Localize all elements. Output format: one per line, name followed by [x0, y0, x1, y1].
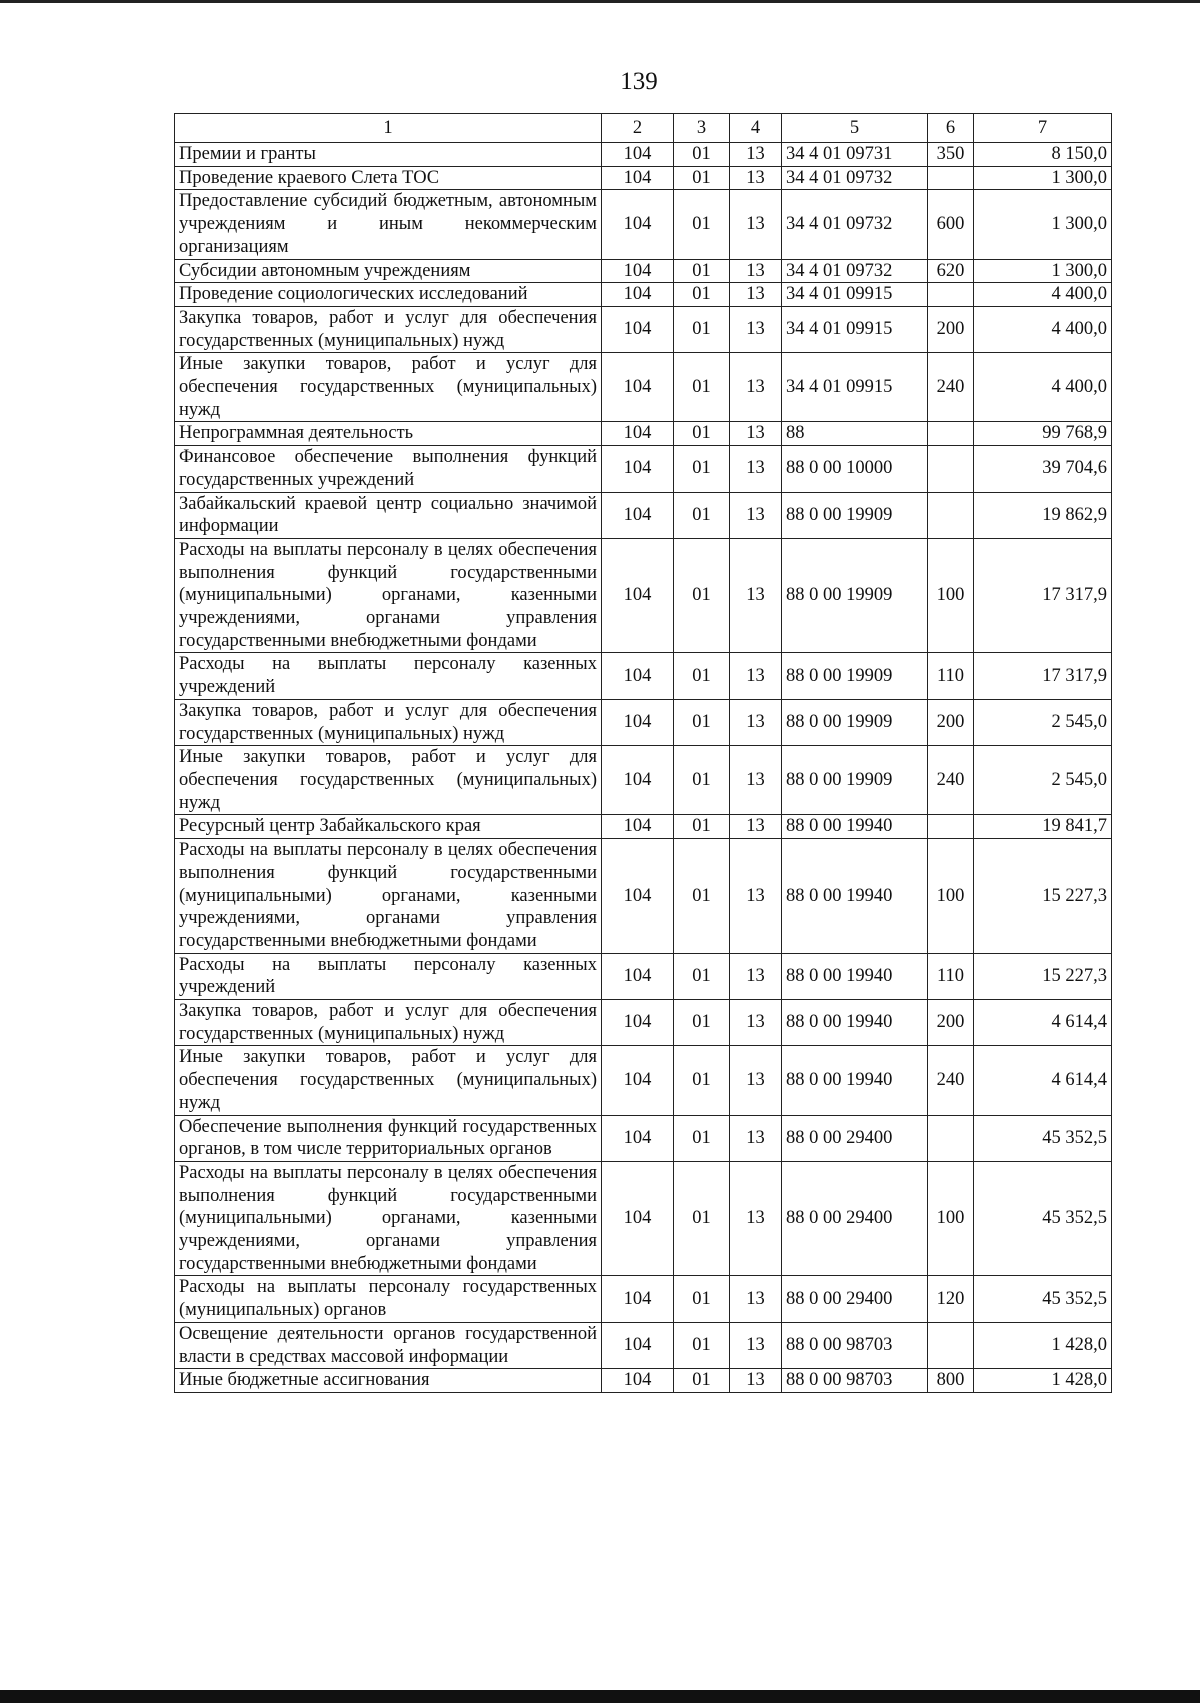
cell-target-article: 34 4 01 09732	[782, 166, 928, 190]
cell-expense-type	[928, 815, 974, 839]
cell-subsection: 13	[730, 953, 782, 999]
cell-section: 01	[674, 306, 730, 352]
table-row	[175, 283, 1112, 307]
cell-amount: 15 227,3	[974, 953, 1112, 999]
cell-amount: 4 400,0	[974, 283, 1112, 307]
cell-section: 01	[674, 1276, 730, 1322]
page-number: 139	[620, 68, 658, 95]
cell-subsection: 13	[730, 538, 782, 653]
column-header: 6	[928, 114, 974, 143]
cell-section: 01	[674, 422, 730, 446]
cell-amount: 1 300,0	[974, 190, 1112, 259]
cell-name: Иные бюджетные ассигнования	[175, 1369, 602, 1393]
cell-target-article: 88 0 00 19940	[782, 815, 928, 839]
cell-ministry-code: 104	[602, 1276, 674, 1322]
cell-amount: 45 352,5	[974, 1115, 1112, 1161]
cell-target-article: 88 0 00 19940	[782, 1000, 928, 1046]
table-row	[175, 422, 1112, 446]
cell-expense-type: 200	[928, 306, 974, 352]
cell-ministry-code: 104	[602, 653, 674, 699]
cell-expense-type: 120	[928, 1276, 974, 1322]
cell-name: Проведение краевого Слета ТОС	[175, 166, 602, 190]
cell-ministry-code: 104	[602, 190, 674, 259]
cell-target-article: 88 0 00 19940	[782, 953, 928, 999]
cell-section: 01	[674, 699, 730, 745]
cell-name: Иные закупки товаров, работ и услуг для обеспечения государственных (муниципальных) нужд	[175, 353, 602, 422]
cell-amount: 1 300,0	[974, 166, 1112, 190]
cell-name: Обеспечение выполнения функций государственных органов, в том числе территориальных органов	[175, 1115, 602, 1161]
cell-amount: 99 768,9	[974, 422, 1112, 446]
cell-ministry-code: 104	[602, 1046, 674, 1115]
table-row	[175, 1161, 1112, 1276]
cell-expense-type: 800	[928, 1369, 974, 1393]
table-row	[175, 166, 1112, 190]
cell-name: Проведение социологических исследований	[175, 283, 602, 307]
cell-subsection: 13	[730, 653, 782, 699]
cell-ministry-code: 104	[602, 839, 674, 954]
cell-name: Расходы на выплаты персоналу казенных учреждений	[175, 953, 602, 999]
cell-ministry-code: 104	[602, 1161, 674, 1276]
cell-target-article: 34 4 01 09732	[782, 190, 928, 259]
cell-amount: 15 227,3	[974, 839, 1112, 954]
cell-amount: 8 150,0	[974, 143, 1112, 167]
cell-expense-type: 110	[928, 653, 974, 699]
table-row	[175, 699, 1112, 745]
cell-target-article: 88 0 00 98703	[782, 1369, 928, 1393]
cell-subsection: 13	[730, 1276, 782, 1322]
cell-expense-type	[928, 446, 974, 492]
cell-ministry-code: 104	[602, 1000, 674, 1046]
cell-target-article: 88	[782, 422, 928, 446]
cell-subsection: 13	[730, 1322, 782, 1368]
cell-subsection: 13	[730, 446, 782, 492]
cell-subsection: 13	[730, 422, 782, 446]
cell-ministry-code: 104	[602, 143, 674, 167]
cell-amount: 39 704,6	[974, 446, 1112, 492]
cell-section: 01	[674, 1369, 730, 1393]
table-row	[175, 839, 1112, 954]
column-header: 3	[674, 114, 730, 143]
cell-section: 01	[674, 1046, 730, 1115]
cell-name: Забайкальский краевой центр социально значимой информации	[175, 492, 602, 538]
cell-section: 01	[674, 492, 730, 538]
cell-section: 01	[674, 166, 730, 190]
cell-amount: 4 614,4	[974, 1046, 1112, 1115]
cell-subsection: 13	[730, 1046, 782, 1115]
table-row	[175, 492, 1112, 538]
cell-target-article: 88 0 00 19909	[782, 492, 928, 538]
cell-subsection: 13	[730, 492, 782, 538]
cell-ministry-code: 104	[602, 259, 674, 283]
cell-ministry-code: 104	[602, 1322, 674, 1368]
column-header: 2	[602, 114, 674, 143]
table-row	[175, 815, 1112, 839]
cell-section: 01	[674, 446, 730, 492]
cell-expense-type: 620	[928, 259, 974, 283]
cell-subsection: 13	[730, 143, 782, 167]
cell-name: Закупка товаров, работ и услуг для обеспечения государственных (муниципальных) нужд	[175, 306, 602, 352]
cell-ministry-code: 104	[602, 283, 674, 307]
cell-expense-type: 240	[928, 746, 974, 815]
cell-target-article: 88 0 00 29400	[782, 1115, 928, 1161]
budget-table	[174, 113, 1112, 1393]
cell-target-article: 88 0 00 98703	[782, 1322, 928, 1368]
cell-expense-type	[928, 492, 974, 538]
cell-amount: 17 317,9	[974, 538, 1112, 653]
cell-subsection: 13	[730, 1000, 782, 1046]
cell-section: 01	[674, 815, 730, 839]
cell-target-article: 88 0 00 19909	[782, 653, 928, 699]
cell-expense-type: 600	[928, 190, 974, 259]
cell-ministry-code: 104	[602, 1369, 674, 1393]
table-row	[175, 1276, 1112, 1322]
cell-amount: 19 841,7	[974, 815, 1112, 839]
page-bottom-edge	[0, 1690, 1200, 1703]
cell-expense-type: 100	[928, 538, 974, 653]
cell-name: Закупка товаров, работ и услуг для обеспечения государственных (муниципальных) нужд	[175, 1000, 602, 1046]
cell-subsection: 13	[730, 815, 782, 839]
cell-name: Финансовое обеспечение выполнения функций государственных учреждений	[175, 446, 602, 492]
cell-expense-type: 240	[928, 1046, 974, 1115]
cell-subsection: 13	[730, 259, 782, 283]
cell-amount: 4 614,4	[974, 1000, 1112, 1046]
table-row	[175, 1000, 1112, 1046]
cell-name: Премии и гранты	[175, 143, 602, 167]
table-row	[175, 306, 1112, 352]
cell-ministry-code: 104	[602, 492, 674, 538]
cell-target-article: 34 4 01 09732	[782, 259, 928, 283]
cell-amount: 4 400,0	[974, 306, 1112, 352]
cell-expense-type	[928, 166, 974, 190]
table-row	[175, 1046, 1112, 1115]
cell-target-article: 34 4 01 09731	[782, 143, 928, 167]
cell-ministry-code: 104	[602, 166, 674, 190]
cell-section: 01	[674, 538, 730, 653]
cell-target-article: 34 4 01 09915	[782, 353, 928, 422]
cell-name: Закупка товаров, работ и услуг для обеспечения государственных (муниципальных) нужд	[175, 699, 602, 745]
table-row	[175, 538, 1112, 653]
cell-name: Расходы на выплаты персоналу казенных учреждений	[175, 653, 602, 699]
cell-amount: 1 300,0	[974, 259, 1112, 283]
cell-target-article: 88 0 00 19940	[782, 1046, 928, 1115]
cell-name: Расходы на выплаты персоналу в целях обеспечения выполнения функций государственными (муниципальными) органами, казенными учреждениями, органами управления государственными внебюджетными фондами	[175, 1161, 602, 1276]
cell-section: 01	[674, 1322, 730, 1368]
cell-name: Расходы на выплаты персоналу в целях обеспечения выполнения функций государственными (муниципальными) органами, казенными учреждениями, органами управления государственными внебюджетными фондами	[175, 538, 602, 653]
cell-expense-type	[928, 422, 974, 446]
cell-amount: 17 317,9	[974, 653, 1112, 699]
table-row	[175, 259, 1112, 283]
cell-amount: 1 428,0	[974, 1369, 1112, 1393]
cell-section: 01	[674, 746, 730, 815]
table-row	[175, 190, 1112, 259]
cell-expense-type: 100	[928, 1161, 974, 1276]
cell-amount: 2 545,0	[974, 699, 1112, 745]
cell-target-article: 88 0 00 10000	[782, 446, 928, 492]
cell-section: 01	[674, 1161, 730, 1276]
column-header: 5	[782, 114, 928, 143]
cell-name: Ресурсный центр Забайкальского края	[175, 815, 602, 839]
cell-target-article: 88 0 00 19909	[782, 746, 928, 815]
cell-section: 01	[674, 259, 730, 283]
cell-section: 01	[674, 1115, 730, 1161]
table-row	[175, 353, 1112, 422]
cell-target-article: 88 0 00 19940	[782, 839, 928, 954]
page-top-edge	[0, 0, 1200, 3]
cell-expense-type: 350	[928, 143, 974, 167]
cell-target-article: 88 0 00 19909	[782, 538, 928, 653]
cell-section: 01	[674, 353, 730, 422]
cell-subsection: 13	[730, 190, 782, 259]
cell-ministry-code: 104	[602, 746, 674, 815]
cell-expense-type	[928, 283, 974, 307]
cell-expense-type	[928, 1322, 974, 1368]
column-header: 1	[175, 114, 602, 143]
table-row	[175, 1115, 1112, 1161]
cell-subsection: 13	[730, 1161, 782, 1276]
cell-expense-type: 240	[928, 353, 974, 422]
cell-amount: 45 352,5	[974, 1276, 1112, 1322]
cell-ministry-code: 104	[602, 422, 674, 446]
cell-section: 01	[674, 653, 730, 699]
cell-ministry-code: 104	[602, 538, 674, 653]
cell-target-article: 34 4 01 09915	[782, 306, 928, 352]
cell-ministry-code: 104	[602, 953, 674, 999]
cell-target-article: 88 0 00 29400	[782, 1161, 928, 1276]
cell-ministry-code: 104	[602, 446, 674, 492]
table-row	[175, 143, 1112, 167]
cell-expense-type	[928, 1115, 974, 1161]
cell-subsection: 13	[730, 839, 782, 954]
cell-section: 01	[674, 283, 730, 307]
cell-subsection: 13	[730, 353, 782, 422]
cell-section: 01	[674, 1000, 730, 1046]
cell-subsection: 13	[730, 746, 782, 815]
cell-expense-type: 200	[928, 1000, 974, 1046]
cell-target-article: 88 0 00 29400	[782, 1276, 928, 1322]
table-row	[175, 653, 1112, 699]
cell-subsection: 13	[730, 283, 782, 307]
cell-name: Иные закупки товаров, работ и услуг для обеспечения государственных (муниципальных) нужд	[175, 1046, 602, 1115]
cell-subsection: 13	[730, 1369, 782, 1393]
cell-name: Расходы на выплаты персоналу в целях обеспечения выполнения функций государственными (муниципальными) органами, казенными учреждениями, органами управления государственными внебюджетными фондами	[175, 839, 602, 954]
cell-target-article: 88 0 00 19909	[782, 699, 928, 745]
cell-name: Расходы на выплаты персоналу государственных (муниципальных) органов	[175, 1276, 602, 1322]
cell-subsection: 13	[730, 166, 782, 190]
column-header: 7	[974, 114, 1112, 143]
cell-target-article: 34 4 01 09915	[782, 283, 928, 307]
cell-section: 01	[674, 143, 730, 167]
cell-amount: 2 545,0	[974, 746, 1112, 815]
cell-name: Иные закупки товаров, работ и услуг для обеспечения государственных (муниципальных) нужд	[175, 746, 602, 815]
cell-amount: 1 428,0	[974, 1322, 1112, 1368]
cell-amount: 45 352,5	[974, 1161, 1112, 1276]
cell-ministry-code: 104	[602, 306, 674, 352]
table-row	[175, 953, 1112, 999]
cell-amount: 19 862,9	[974, 492, 1112, 538]
table-row	[175, 1322, 1112, 1368]
cell-section: 01	[674, 190, 730, 259]
cell-ministry-code: 104	[602, 353, 674, 422]
cell-section: 01	[674, 953, 730, 999]
cell-expense-type: 200	[928, 699, 974, 745]
cell-ministry-code: 104	[602, 1115, 674, 1161]
cell-ministry-code: 104	[602, 815, 674, 839]
cell-expense-type: 100	[928, 839, 974, 954]
cell-ministry-code: 104	[602, 699, 674, 745]
column-header: 4	[730, 114, 782, 143]
cell-name: Непрограммная деятельность	[175, 422, 602, 446]
table-row	[175, 1369, 1112, 1393]
cell-name: Предоставление субсидий бюджетным, автономным учреждениям и иным некоммерческим организациям	[175, 190, 602, 259]
cell-amount: 4 400,0	[974, 353, 1112, 422]
cell-subsection: 13	[730, 1115, 782, 1161]
cell-expense-type: 110	[928, 953, 974, 999]
cell-name: Освещение деятельности органов государственной власти в средствах массовой информации	[175, 1322, 602, 1368]
table-header-row	[175, 114, 1112, 143]
cell-name: Субсидии автономным учреждениям	[175, 259, 602, 283]
cell-subsection: 13	[730, 699, 782, 745]
table-row	[175, 746, 1112, 815]
cell-subsection: 13	[730, 306, 782, 352]
table-row	[175, 446, 1112, 492]
cell-section: 01	[674, 839, 730, 954]
